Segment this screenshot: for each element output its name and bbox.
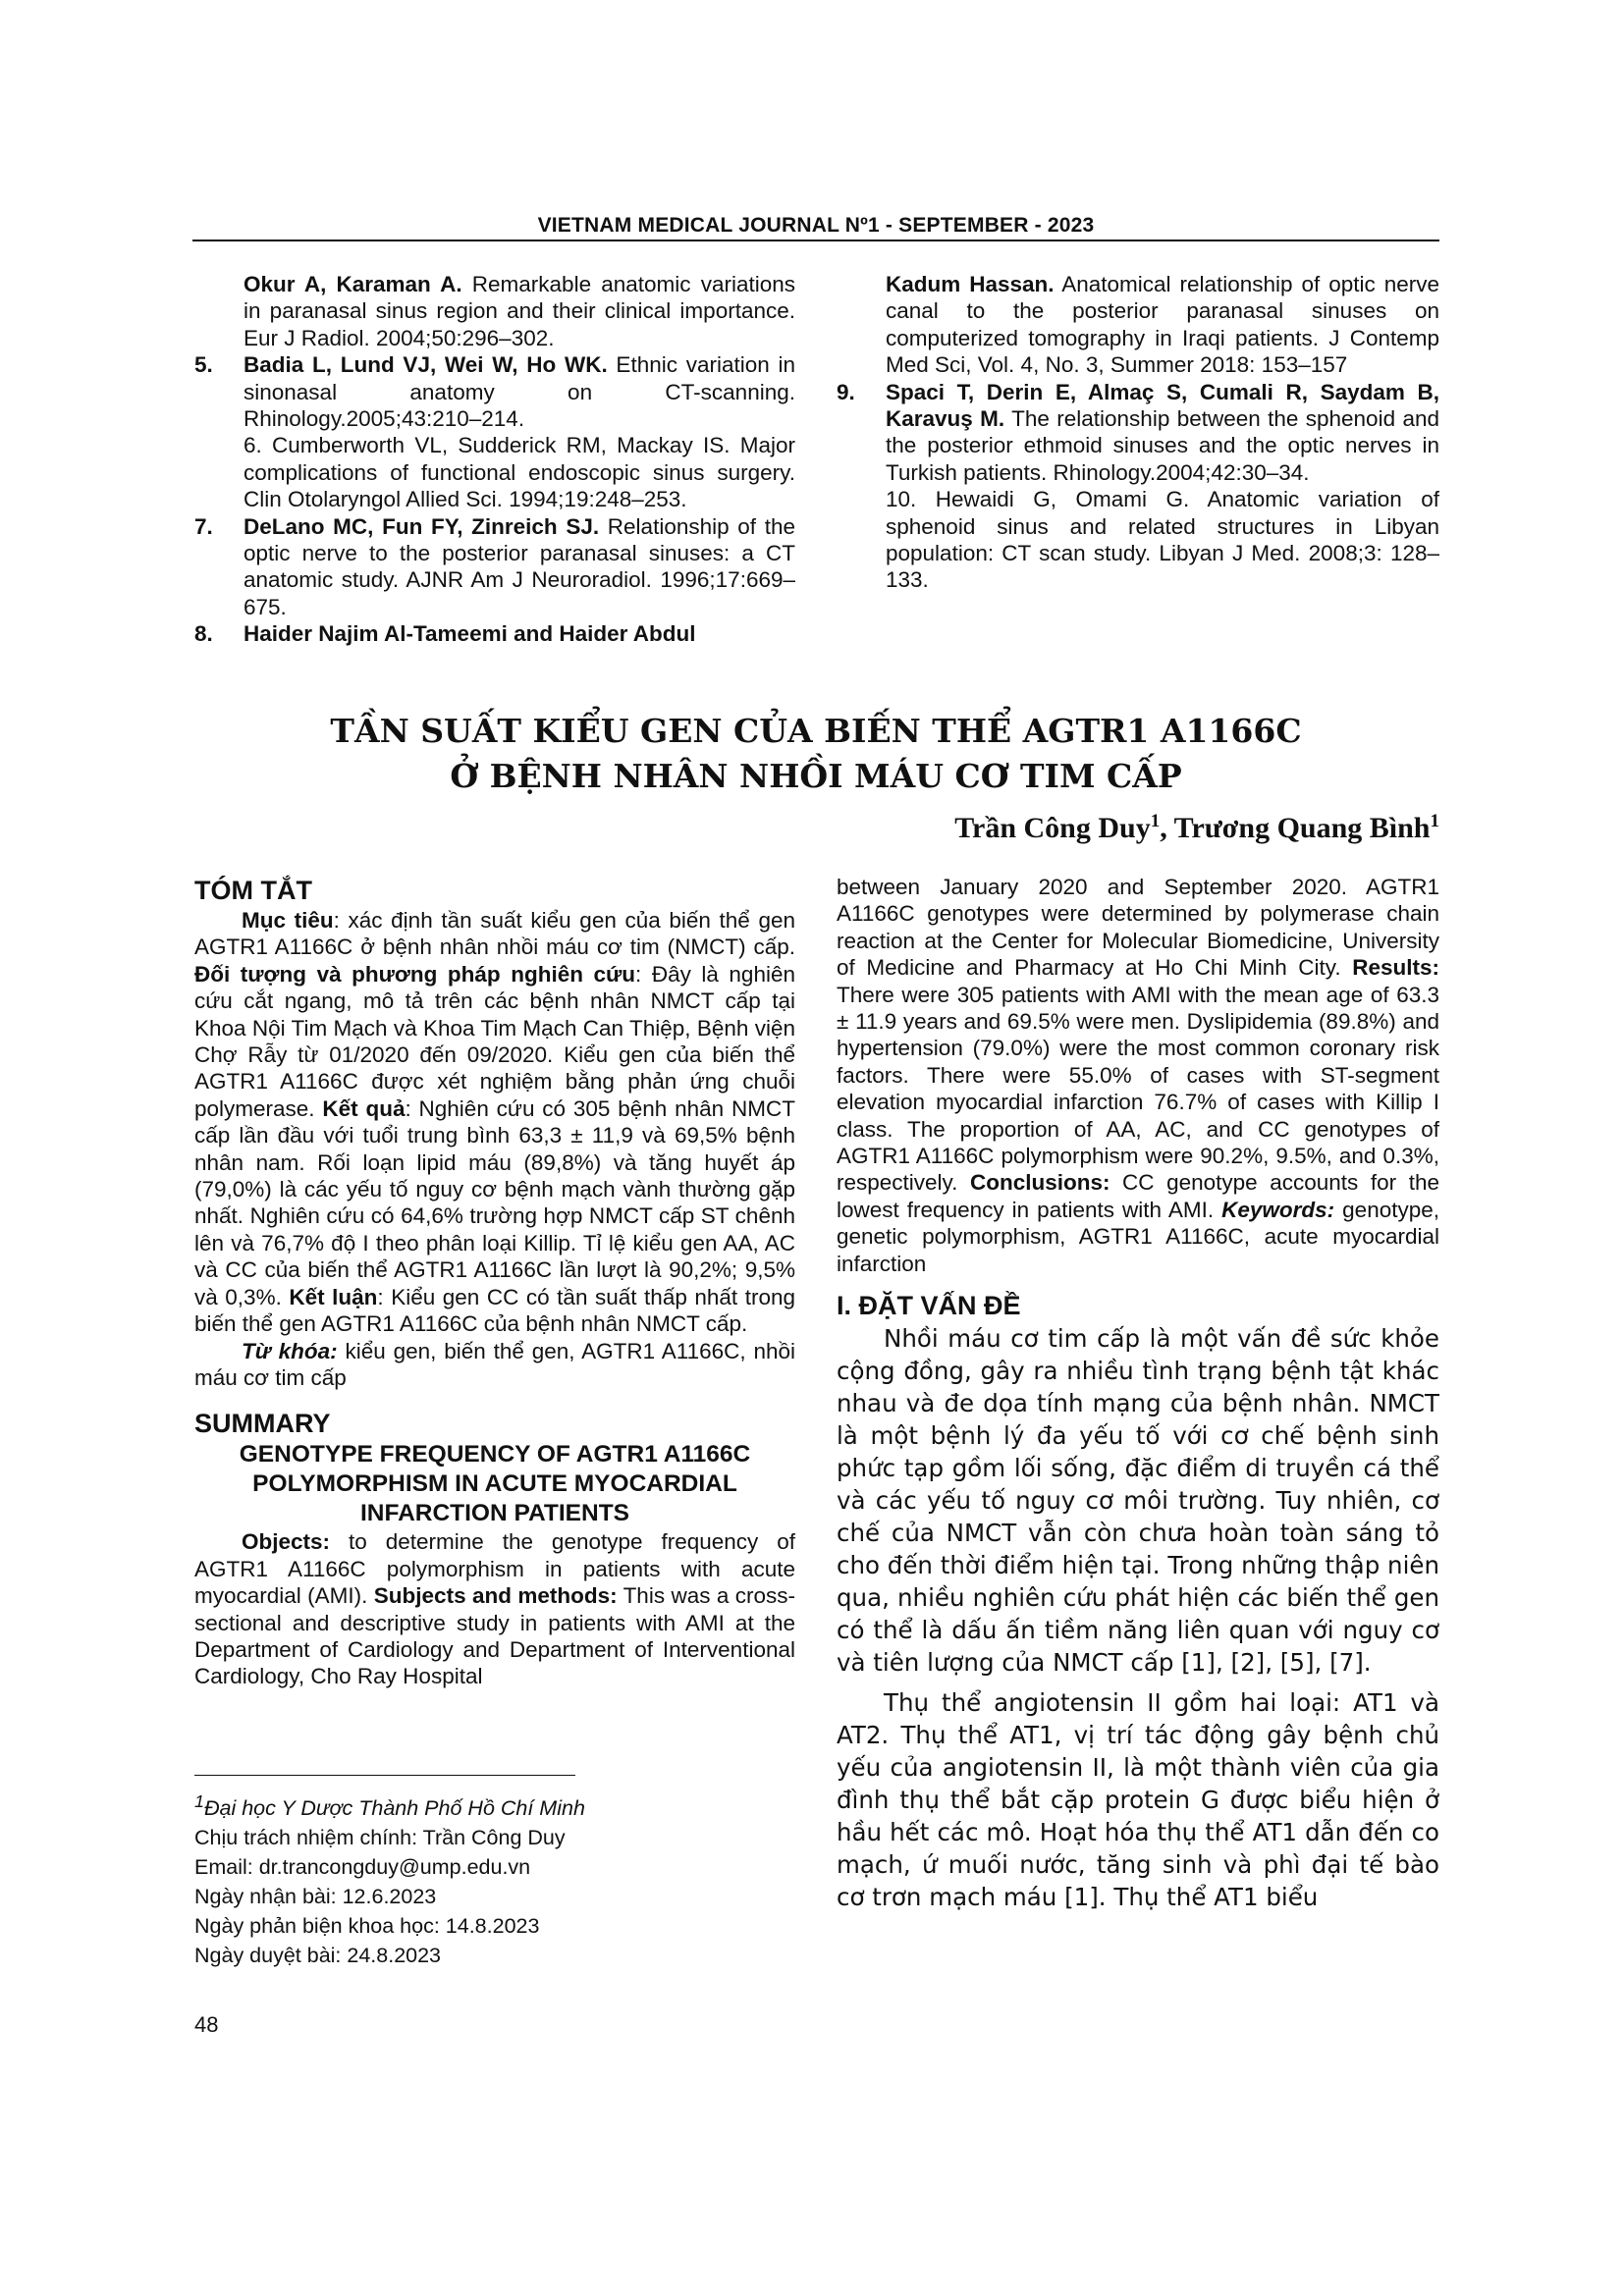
summary-conclusion-text: CC genotype accounts for the lowest frequency in patients with AMI. xyxy=(837,1170,1439,1222)
abstract-vi-objective-label: Mục tiêu xyxy=(242,908,334,933)
author-2-affiliation-mark: 1 xyxy=(1430,811,1439,831)
reference-8-author-continued: Kadum Hassan. xyxy=(886,272,1055,296)
article-title xyxy=(192,709,1439,799)
reference-8-continued xyxy=(837,271,1439,379)
reference-5-number: 5. xyxy=(194,352,213,378)
author-2: Trương Quang Bình xyxy=(1173,812,1431,844)
summary-method-label: Subjects and methods: xyxy=(373,1583,618,1609)
summary-objective-label: Objects: xyxy=(242,1529,331,1555)
summary-heading: SUMMARY xyxy=(194,1409,331,1439)
references-left xyxy=(194,271,795,648)
abstract-heading-vi: TÓM TẮT xyxy=(194,876,312,905)
footnote xyxy=(194,1787,795,1970)
footnote-accepted-date: Ngày duyệt bài: 24.8.2023 xyxy=(194,1944,442,1968)
summary-result-text: There were 305 patients with AMI with the mean age of 63.3 ± 11.9 years and 69.5% were men. Dyslipidemia (89.8%) and hypertension (79.0%) were the most common coronary risk factors. There were 55.0% of cases with ST-segment elevation myocardial infarction 76.7% of cases with Killip I class. The proportion of AA, AC, and CC genotypes of AGTR1 A1166C polymorphism were 90.2%, 9.5%, and 0.3%, respectively. xyxy=(837,982,1439,1196)
reference-8-author: Haider Najim Al-Tameemi and Haider Abdul xyxy=(244,621,696,647)
reference-9 xyxy=(837,379,1439,487)
reference-5 xyxy=(194,351,795,432)
summary-body xyxy=(194,1528,795,1689)
footnote-corresponding-author: Chịu trách nhiệm chính: Trần Công Duy xyxy=(194,1826,566,1850)
article-title-line-1: TẦN SUẤT KIỂU GEN CỦA BIẾN THỂ AGTR1 A1166C xyxy=(330,712,1302,750)
summary-result-label: Results: xyxy=(1352,955,1439,981)
page-number: 48 xyxy=(194,2012,219,2037)
reference-4-author: Okur A, Karaman A. xyxy=(244,272,462,296)
introduction-paragraph-1: Nhồi máu cơ tim cấp là một vấn đề sức khỏe cộng đồng, gây ra nhiều tình trạng bệnh tật khác nhau và đe dọa tính mạng của bệnh nhân. NMCT là một bệnh lý đa yếu tố với cơ chế bệnh sinh phức tạp gồm lối sống, đặc điểm di truyền cá thể và các yếu tố nguy cơ môi trường. Tuy nhiên, cơ chế của NMCT vẫn còn chưa hoàn toàn sáng tỏ cho đến thời điểm hiện tại. Trong những thập niên qua, nhiều nghiên cứu phát hiện các biến thể gen có thể là dấu ấn tiềm năng liên quan với nguy cơ và tiên lượng của NMCT cấp [1], [2], [5], [7]. xyxy=(837,1324,1439,1678)
reference-8-number: 8. xyxy=(194,621,213,647)
abstract-vi-conclusion-label: Kết luận xyxy=(289,1284,378,1309)
abstract-vi-keywords xyxy=(194,1338,795,1392)
reference-5-text: Ethnic variation in sinonasal anatomy on CT-scanning. Rhinology.2005;43:210–214. xyxy=(244,352,795,432)
summary-body-continued xyxy=(837,874,1439,1277)
abstract-vi-objective-text: : xác định tần suất kiểu gen của biến thể gen AGTR1 A1166C ở bệnh nhân nhồi máu cơ tim (NMCT) cấp. xyxy=(194,908,795,960)
introduction-paragraph-2: Thụ thể angiotensin II gồm hai loại: AT1 và AT2. Thụ thể AT1, vị trí tác động gây bệnh chủ yếu của angiotensin II, là một thành viên của gia đình thụ thể bắt cặp protein G được biểu hiện ở hầu hết các mô. Hoạt hóa thụ thể AT1 dẫn đến co mạch, ứ muối nước, tăng sinh và phì đại tế bào cơ trơn mạch máu [1]. Thụ thể AT1 biểu xyxy=(837,1688,1439,1912)
author-list xyxy=(954,811,1439,845)
footnote-received-date: Ngày nhận bài: 12.6.2023 xyxy=(194,1885,437,1909)
journal-header: VIETNAM MEDICAL JOURNAL Nº1 - SEPTEMBER - 2023 xyxy=(537,214,1095,237)
reference-7-text: Relationship of the optic nerve to the posterior paranasal sinuses: a CT anatomic study. AJNR Am J Neuroradiol. 1996;17:669–675. xyxy=(244,513,795,619)
reference-4 xyxy=(194,271,795,351)
summary-method-text-continued: between January 2020 and September 2020. AGTR1 A1166C genotypes were determined by polymerase chain reaction at the Center for Molecular Biomedicine, University of Medicine and Pharmacy at Ho Chi Minh City. xyxy=(837,875,1439,981)
summary-objective-text: to determine the genotype frequency of AGTR1 A1166C polymorphism in patients with acute myocardial (AMI). xyxy=(194,1529,795,1609)
abstract-vi-result-text: : Nghiên cứu có 305 bệnh nhân NMCT cấp lần đầu với tuổi trung bình 63,3 ± 11,9 và 69,5% bệnh nhân nam. Rối loạn lipid máu (89,8%) và tăng huyết áp (79,0%) là các yếu tố nguy cơ bệnh mạch vành thường gặp nhất. Nghiên cứu có 64,6% trường hợp NMCT cấp ST chênh lên và 76,7% độ I theo phân loại Killip. Tỉ lệ kiểu gen AA, AC và CC của biến thể AGTR1 A1166C lần lượt là 90,2%; 9,5% và 0,3%. xyxy=(194,1095,795,1309)
summary-keywords-text: genotype, genetic polymorphism, AGTR1 A1166C, acute myocardial infarction xyxy=(837,1197,1440,1276)
reference-5-author: Badia L, Lund VJ, Wei W, Ho WK. xyxy=(244,352,608,378)
abstract-vi-method-label: Đối tượng và phương pháp nghiên cứu xyxy=(194,961,636,987)
author-1: Trần Công Duy xyxy=(954,812,1151,844)
footnote-rule xyxy=(194,1775,575,1776)
author-separator: , xyxy=(1160,812,1174,844)
summary-method-text: This was a cross-sectional and descriptive study in patients with AMI at the Department of Cardiology and Department of Interventional Cardiology, Cho Ray Hospital xyxy=(194,1583,795,1689)
footnote-affiliation xyxy=(194,1787,795,1823)
body-right-column xyxy=(837,874,1439,1913)
reference-7-number: 7. xyxy=(194,513,213,539)
section-heading-introduction: I. ĐẶT VẤN ĐỀ xyxy=(837,1291,1021,1321)
footnote-reviewed-date: Ngày phản biện khoa học: 14.8.2023 xyxy=(194,1914,540,1939)
abstract-column xyxy=(194,874,795,1690)
footnote-affiliation-text: Đại học Y Dược Thành Phố Hồ Chí Minh xyxy=(203,1796,585,1821)
summary-keywords-label: Keywords: xyxy=(1221,1197,1335,1222)
reference-9-number: 9. xyxy=(837,379,855,404)
abstract-vi-keywords-text: kiểu gen, biến thể gen, AGTR1 A1166C, nhồi máu cơ tim cấp xyxy=(194,1338,795,1390)
reference-7 xyxy=(194,513,795,621)
reference-7-author: DeLano MC, Fun FY, Zinreich SJ. xyxy=(244,513,600,539)
reference-9-text: The relationship between the sphenoid and the posterior ethmoid sinuses and the optic nerves in Turkish patients. Rhinology.2004;42:30–34. xyxy=(886,406,1439,485)
footnote-email: Email: dr.trancongduy@ump.edu.vn xyxy=(194,1855,531,1880)
reference-10: 10. Hewaidi G, Omami G. Anatomic variation of sphenoid sinus and related structures in Libyan population: CT scan study. Libyan J Med. 2008;3: 128–133. xyxy=(886,487,1439,593)
abstract-vi-result-label: Kết quả xyxy=(322,1095,406,1121)
reference-6: 6. Cumberworth VL, Sudderick RM, Mackay IS. Major complications of functional endoscopic sinus surgery. Clin Otolaryngol Allied Sci. 1994;19:248–253. xyxy=(244,433,795,512)
abstract-vi-body xyxy=(194,907,795,1338)
reference-4-text: Remarkable anatomic variations in paranasal sinus region and their clinical importance. Eur J Radiol. 2004;50:296–302. xyxy=(244,272,795,350)
reference-8 xyxy=(194,620,795,647)
summary-conclusion-label: Conclusions: xyxy=(969,1170,1110,1196)
reference-9-author: Spaci T, Derin E, Almaç S, Cumali R, Saydam B, Karavuş M. xyxy=(886,379,1439,432)
references-right xyxy=(837,271,1439,594)
summary-title: GENOTYPE FREQUENCY OF AGTR1 A1166C POLYMORPHISM IN ACUTE MYOCARDIAL INFARCTION PATIENTS xyxy=(239,1441,751,1527)
reference-8-text: Anatomical relationship of optic nerve canal to the posterior paranasal sinuses on computerized tomography in Iraqi patients. J Contemp Med Sci, Vol. 4, No. 3, Summer 2018: 153–157 xyxy=(886,272,1439,378)
abstract-vi-method-text: : Đây là nghiên cứu cắt ngang, mô tả trên các bệnh nhân NMCT cấp tại Khoa Nội Tim Mạch và Khoa Tim Mạch Can Thiệp, Bệnh viện Chợ Rẫy từ 01/2020 đến 09/2020. Kiểu gen của biến thể AGTR1 A1166C được xét nghiệm bằng phản ứng chuỗi polymerase. xyxy=(194,961,795,1121)
abstract-vi-conclusion-text: : Kiểu gen CC có tần suất thấp nhất trong biến thể gen AGTR1 A1166C của bệnh nhân NMCT cấp. xyxy=(194,1284,795,1337)
article-title-line-2: Ở BỆNH NHÂN NHỒI MÁU CƠ TIM CẤP xyxy=(450,757,1182,795)
footnote-affiliation-mark: 1 xyxy=(194,1791,204,1811)
header-rule xyxy=(192,240,1439,241)
abstract-vi-keywords-label: Từ khóa: xyxy=(242,1338,338,1363)
author-1-affiliation-mark: 1 xyxy=(1150,811,1161,831)
